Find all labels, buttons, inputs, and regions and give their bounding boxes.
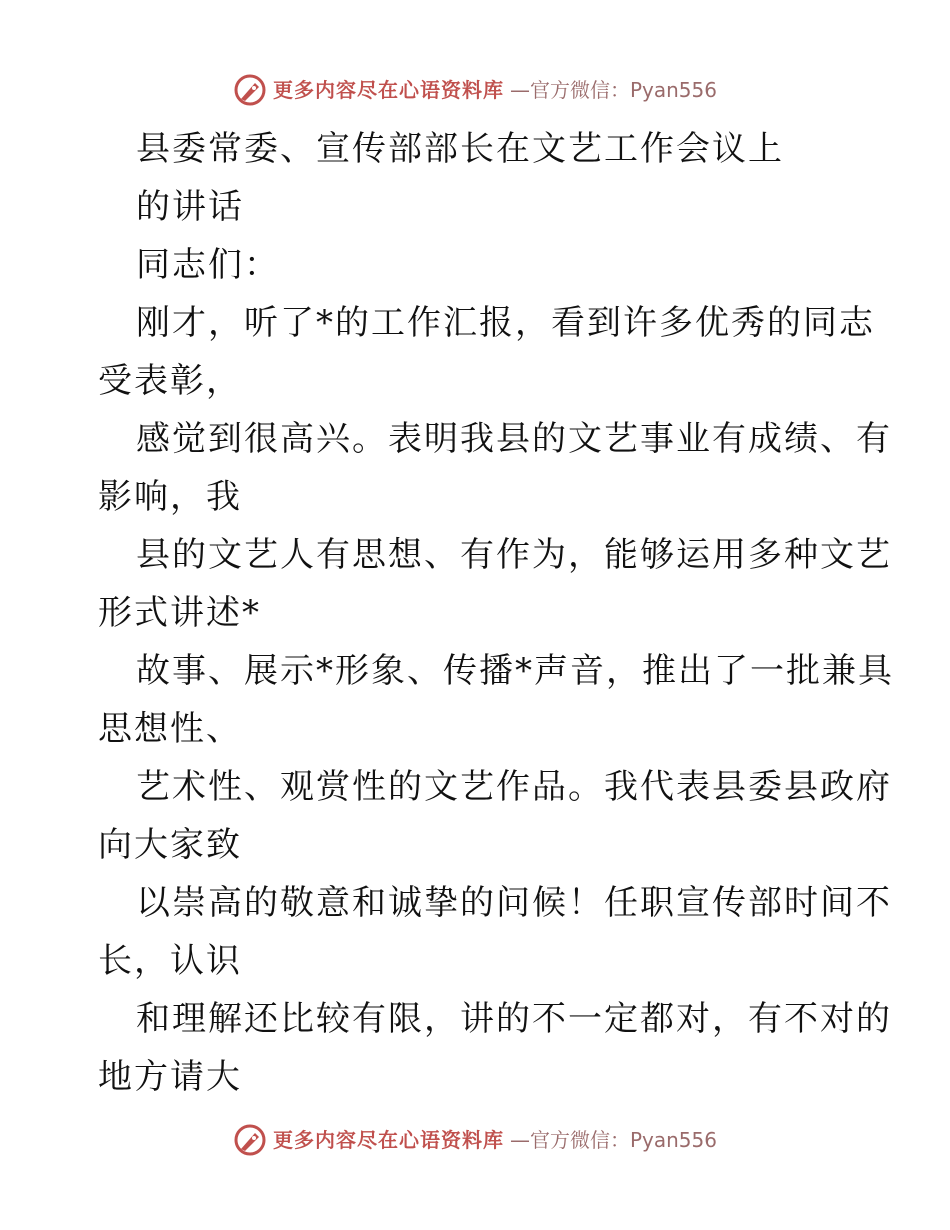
document-line: 故事、展示*形象、传播*声音，推出了一批兼具 <box>136 651 894 691</box>
document-line: 向大家致 <box>98 825 242 865</box>
watermark-subtext: —官方微信：Pyan556 <box>509 78 717 102</box>
document-line: 思想性、 <box>98 709 242 749</box>
document-line: 同志们： <box>136 245 280 285</box>
document-line: 的讲话 <box>136 187 244 227</box>
document-line: 感觉到很高兴。表明我县的文艺事业有成绩、有 <box>136 419 892 459</box>
document-line: 长，认识 <box>98 941 242 981</box>
watermark-subtext: —官方微信：Pyan556 <box>509 1128 717 1152</box>
watermark-text: 更多内容尽在心语资料库 <box>272 1128 504 1152</box>
watermark-footer <box>0 1120 950 1160</box>
document-line: 以崇高的敬意和诚挚的问候！任职宣传部时间不 <box>136 883 892 923</box>
document-line: 刚才，听了*的工作汇报，看到许多优秀的同志 <box>136 303 875 343</box>
document-body <box>98 120 894 1106</box>
document-line: 和理解还比较有限，讲的不一定都对，有不对的 <box>136 999 892 1039</box>
pen-nib-circle-icon <box>233 73 267 107</box>
document-line: 艺术性、观赏性的文艺作品。我代表县委县政府 <box>136 767 892 807</box>
document-line: 形式讲述* <box>98 593 261 633</box>
document-line: 影响，我 <box>98 477 242 517</box>
document-line: 县的文艺人有思想、有作为，能够运用多种文艺 <box>136 535 892 575</box>
watermark-header <box>0 70 950 110</box>
pen-nib-circle-icon <box>233 1123 267 1157</box>
document-line: 地方请大 <box>98 1057 242 1097</box>
document-line: 受表彰， <box>98 361 242 401</box>
document-line: 县委常委、宣传部部长在文艺工作会议上 <box>136 129 784 169</box>
watermark-text: 更多内容尽在心语资料库 <box>272 78 504 102</box>
